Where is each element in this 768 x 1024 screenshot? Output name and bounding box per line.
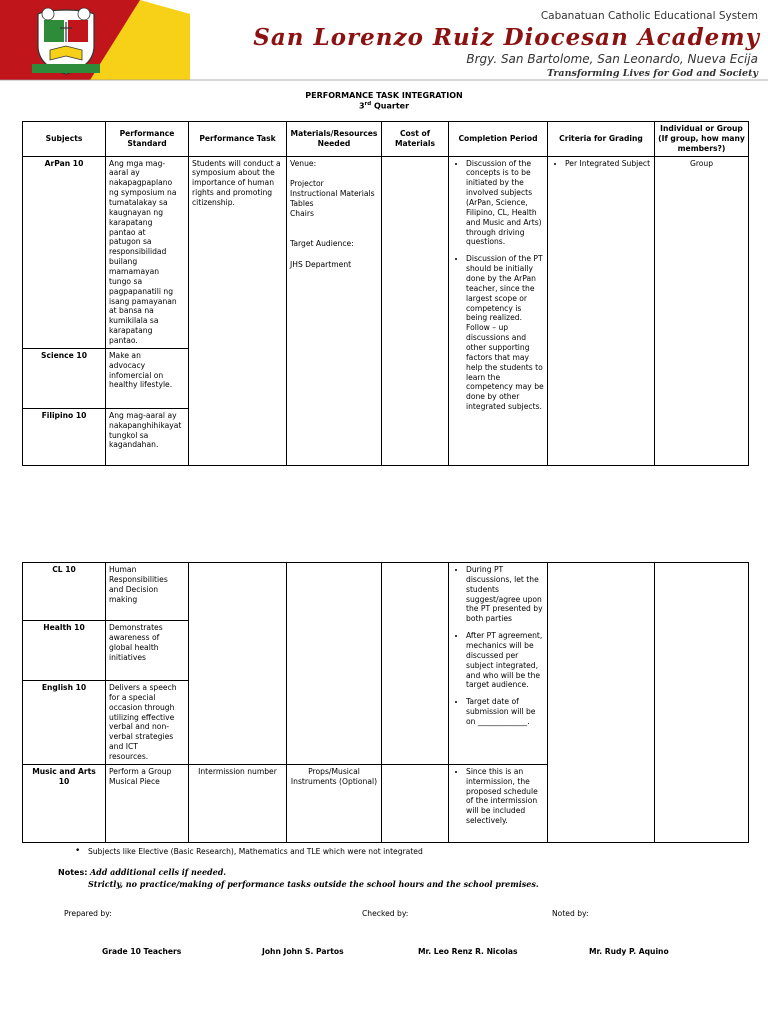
standard-cell — [106, 764, 189, 842]
period-cell — [449, 764, 548, 842]
school-motto: Transforming Lives for God and Society — [547, 68, 758, 79]
table-row — [23, 563, 749, 621]
period-item: • Since this is an intermission, the proposed schedule of the intermission will be included selectively. — [466, 767, 544, 826]
cost-cell — [382, 764, 449, 842]
period-item: • Discussion of the PT should be initially done by the ArPan teacher, since the largest scope or competency is being realized. Follow – up discussions and other supporting factors that may help the students to learn the competency may be done by other integrated subjects. — [466, 254, 544, 412]
materials-cell: Props/Musical Instruments (Optional) — [287, 764, 382, 842]
notes-label: Notes: — [58, 868, 88, 877]
signatory-name: John John S. Partos — [262, 947, 344, 956]
standard-text: Human Responsibilities and Decision making — [109, 565, 168, 604]
material-item: Tables — [290, 199, 314, 209]
signatory-name: Mr. Leo Renz R. Nicolas — [418, 947, 518, 956]
system-name: Cabanatuan Catholic Educational System — [540, 10, 758, 22]
noted-by-label: Noted by: — [552, 909, 589, 918]
venue-label: Venue: — [290, 158, 317, 168]
header-period: Completion Period — [449, 122, 548, 157]
note-strictly: Strictly, no practice/making of performance tasks outside the school hours and the school premises. — [88, 878, 539, 889]
standard-text: Ang mga mag-aaral ay nakapagpaplano ng symposium na tumatalakay sa kaugnayan ng karapatang pantao at patugon sa responsibilidad builang mamamayan tungo sa pagpapanatili ng isang pamayanan at bansa na kumikilala sa karapatang pantao. — [109, 158, 177, 346]
criteria-item: • Per Integrated Subject — [565, 159, 651, 169]
task-cell — [189, 563, 287, 765]
audience-value: JHS Department — [290, 259, 352, 269]
subject-cell: ArPan 10 — [23, 156, 106, 348]
group-cell — [655, 563, 749, 843]
material-item: Chairs — [290, 209, 314, 219]
period-item: • After PT agreement, mechanics will be discussed per subject integrated, and who will be the target audience. — [466, 631, 544, 690]
page-title: PERFORMANCE TASK INTEGRATION — [305, 91, 463, 100]
table-row — [23, 156, 749, 348]
period-cell — [449, 563, 548, 765]
standard-text: Make an advocacy infomercial on healthy lifestyle. — [109, 350, 173, 390]
standard-text: Demonstrates awareness of global health initiatives — [109, 623, 163, 662]
criteria-cell — [548, 156, 655, 465]
subject-cell: Filipino 10 — [23, 408, 106, 465]
subject-cell: CL 10 — [23, 563, 106, 621]
header-task: Performance Task — [189, 122, 287, 157]
signatory-name: Mr. Rudy P. Aquino — [589, 947, 669, 956]
task-cell: Intermission number — [189, 764, 287, 842]
material-item: Projector — [290, 179, 324, 189]
standard-text: Perform a Group Musical Piece — [109, 766, 172, 786]
standard-cell — [106, 563, 189, 621]
materials-cell — [287, 156, 382, 465]
standard-cell — [106, 348, 189, 408]
checked-by-label: Checked by: — [362, 909, 409, 918]
performance-task-table-continued — [22, 562, 749, 843]
header-group: Individual or Group (If group, how many members?) — [655, 122, 749, 157]
subject-cell: Health 10 — [23, 621, 106, 681]
standard-text: Ang mag-aaral ay nakapanghihikayat tungkol sa kagandahan. — [109, 410, 182, 450]
period-cell — [449, 156, 548, 465]
audience-label: Target Audience: — [290, 238, 354, 248]
school-seal-icon — [22, 6, 110, 78]
bullet-icon: • — [75, 846, 81, 856]
header-subjects: Subjects — [23, 122, 106, 157]
quarter-suffix: rd — [364, 101, 372, 107]
performance-task-table — [22, 121, 749, 466]
school-address: Brgy. San Bartolome, San Leonardo, Nueva Ecija — [466, 52, 758, 66]
signatory-name: Grade 10 Teachers — [102, 947, 182, 956]
table-header-row — [23, 122, 749, 157]
standard-cell — [106, 156, 189, 348]
material-item: Instructional Materials — [290, 189, 375, 199]
standard-cell — [106, 621, 189, 681]
materials-cell — [287, 563, 382, 765]
standard-text: Delivers a speech for a special occasion through utilizing effective verbal and non-verbal strategies and ICT resources. — [109, 683, 177, 762]
standard-cell — [106, 408, 189, 465]
header-materials: Materials/Resources Needed — [287, 122, 382, 157]
school-name: San Lorenzo Ruiz Diocesan Academy — [253, 24, 760, 51]
quarter-number: 3 — [358, 101, 365, 111]
period-item: • Target date of submission will be on _____________. — [466, 697, 544, 727]
quarter-word: Quarter — [373, 101, 410, 111]
period-item: • Discussion of the concepts is to be initiated by the involved subjects (ArPan, Science, Filipino, CL, Health and Music and Arts) through driving questions. — [466, 159, 544, 248]
header-standard: Performance Standard — [106, 122, 189, 157]
cost-cell — [382, 563, 449, 765]
note-additional-cells: Add additional cells if needed. — [89, 867, 227, 877]
period-item: • During PT discussions, let the students suggest/agree upon the PT presented by both parties — [466, 565, 544, 624]
subject-cell: Music and Arts 10 — [23, 764, 106, 842]
notes-block — [58, 867, 539, 890]
letterhead — [0, 0, 768, 82]
header-criteria: Criteria for Grading — [548, 122, 655, 157]
task-cell: Students will conduct a symposium about the importance of human rights and promoting citizenship. — [189, 156, 287, 465]
standard-cell — [106, 681, 189, 765]
group-cell: Group — [655, 156, 749, 465]
subject-cell: English 10 — [23, 681, 106, 765]
header-cost: Cost of Materials — [382, 122, 449, 157]
prepared-by-label: Prepared by: — [64, 909, 112, 918]
elective-note — [75, 846, 423, 856]
criteria-cell — [548, 563, 655, 843]
cost-cell — [382, 156, 449, 465]
subject-cell: Science 10 — [23, 348, 106, 408]
quarter-subtitle — [0, 101, 768, 111]
elective-note-text: Subjects like Elective (Basic Research), Mathematics and TLE which were not integrated — [88, 847, 423, 856]
